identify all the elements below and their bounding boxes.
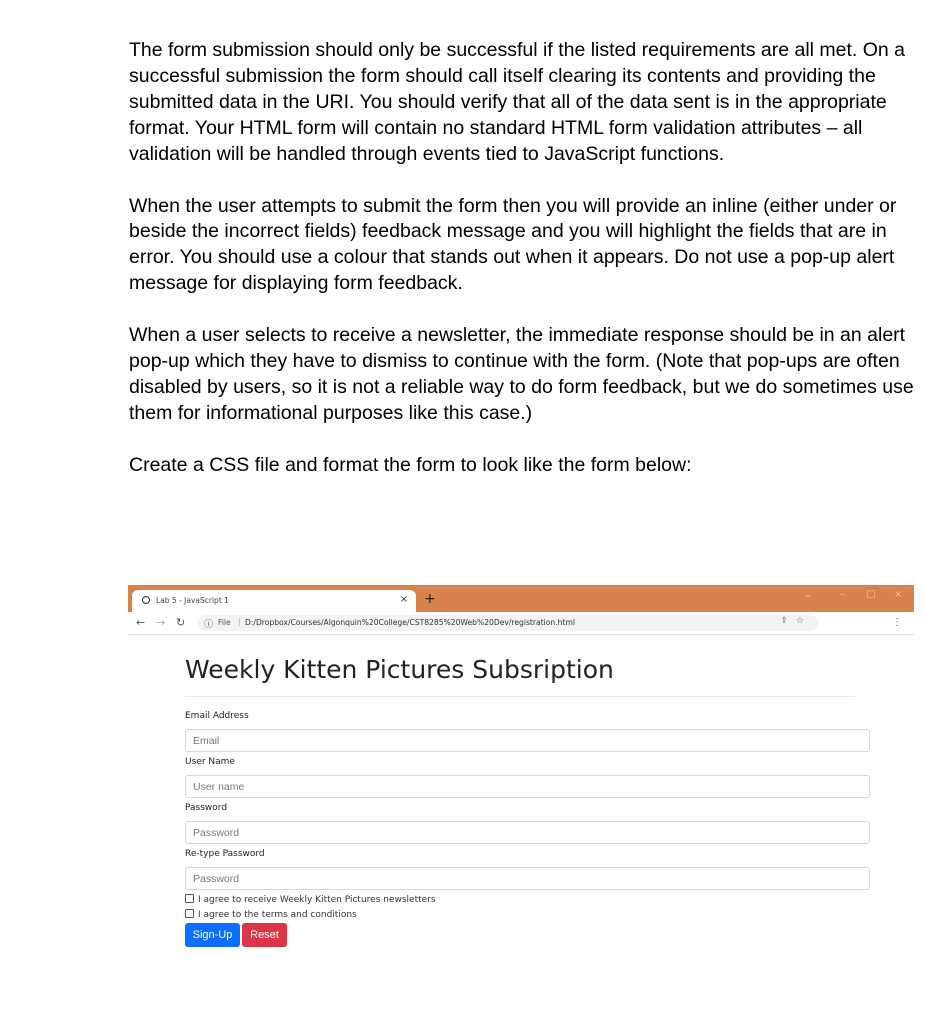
maximize-icon[interactable]: □ (866, 589, 876, 600)
paragraph-4: Create a CSS file and format the form to look like the form below: (129, 453, 692, 476)
browser-tab-bar (128, 585, 914, 612)
url-field[interactable] (198, 615, 818, 631)
chevron-down-icon[interactable]: ⌄ (804, 589, 813, 600)
reload-icon[interactable]: ↻ (176, 616, 186, 629)
window-close-icon[interactable]: × (894, 589, 903, 600)
password-input[interactable] (185, 821, 870, 844)
forward-arrow-icon[interactable]: → (156, 616, 166, 629)
username-label: User Name (185, 757, 235, 767)
paragraph-2: When the user attempts to submit the form then you will provide an inline (either under or beside the incorrect fields) feedback message and you will highlight the fields that are in error. You should use a colour that stands out when it appears. Do not use a pop-up alert message for displaying form feedback. (129, 194, 897, 295)
title-divider (185, 696, 855, 697)
minimize-icon[interactable]: – (840, 589, 845, 600)
tab-close-icon[interactable]: × (399, 594, 408, 605)
paragraph-3: When a user selects to receive a newsletter, the immediate response should be in an alert pop-up which they have to dismiss to continue with the form. (Note that pop-ups are often disabled by users, so it is not a reliable way to do form feedback, but we do sometimes use them for informational purposes like this case.) (129, 324, 914, 424)
retype-password-label: Re-type Password (185, 849, 265, 859)
url-text: D:/Dropbox/Courses/Algonquin%20College/CST8285%20Web%20Dev/registration.html (245, 618, 575, 627)
tab-title: Lab 5 - JavaScript 1 (156, 596, 229, 605)
terms-checkbox-row[interactable] (185, 909, 357, 920)
document-body (129, 38, 915, 505)
address-bar (128, 612, 914, 635)
share-icon[interactable]: ⇪ (780, 616, 788, 626)
email-label: Email Address (185, 711, 249, 721)
page-title: Weekly Kitten Pictures Subsription (185, 655, 614, 684)
bookmark-star-icon[interactable]: ☆ (795, 616, 804, 626)
browser-tab[interactable] (132, 590, 416, 612)
newsletter-checkbox[interactable] (185, 894, 194, 903)
paragraph-1: The form submission should only be successful if the listed requirements are all met. On a successful submission the form should call itself clearing its contents and providing the submitted data in the URI. You should verify that all of the data sent is in the appropriate format. Your HTML form will contain no standard HTML form validation attributes – all validation will be handled through events tied to JavaScript functions. (129, 39, 906, 165)
retype-password-input[interactable] (185, 867, 870, 890)
back-arrow-icon[interactable]: ← (136, 616, 146, 629)
url-scheme-label: File (218, 618, 231, 627)
embedded-browser-screenshot (128, 585, 914, 965)
terms-checkbox-label: I agree to the terms and conditions (198, 910, 357, 920)
email-input[interactable] (185, 729, 870, 752)
username-input[interactable] (185, 775, 870, 798)
new-tab-button[interactable]: + (424, 591, 436, 607)
info-icon: ⓘ (204, 620, 214, 630)
url-separator: | (238, 617, 241, 626)
newsletter-checkbox-label: I agree to receive Weekly Kitten Pictures newsletters (198, 895, 436, 905)
globe-icon (142, 596, 150, 604)
terms-checkbox[interactable] (185, 909, 194, 918)
reset-button[interactable]: Reset (242, 923, 287, 947)
more-menu-icon[interactable]: ⋮ (892, 617, 902, 628)
signup-button[interactable]: Sign-Up (185, 923, 240, 947)
newsletter-checkbox-row[interactable] (185, 894, 436, 905)
password-label: Password (185, 803, 228, 813)
